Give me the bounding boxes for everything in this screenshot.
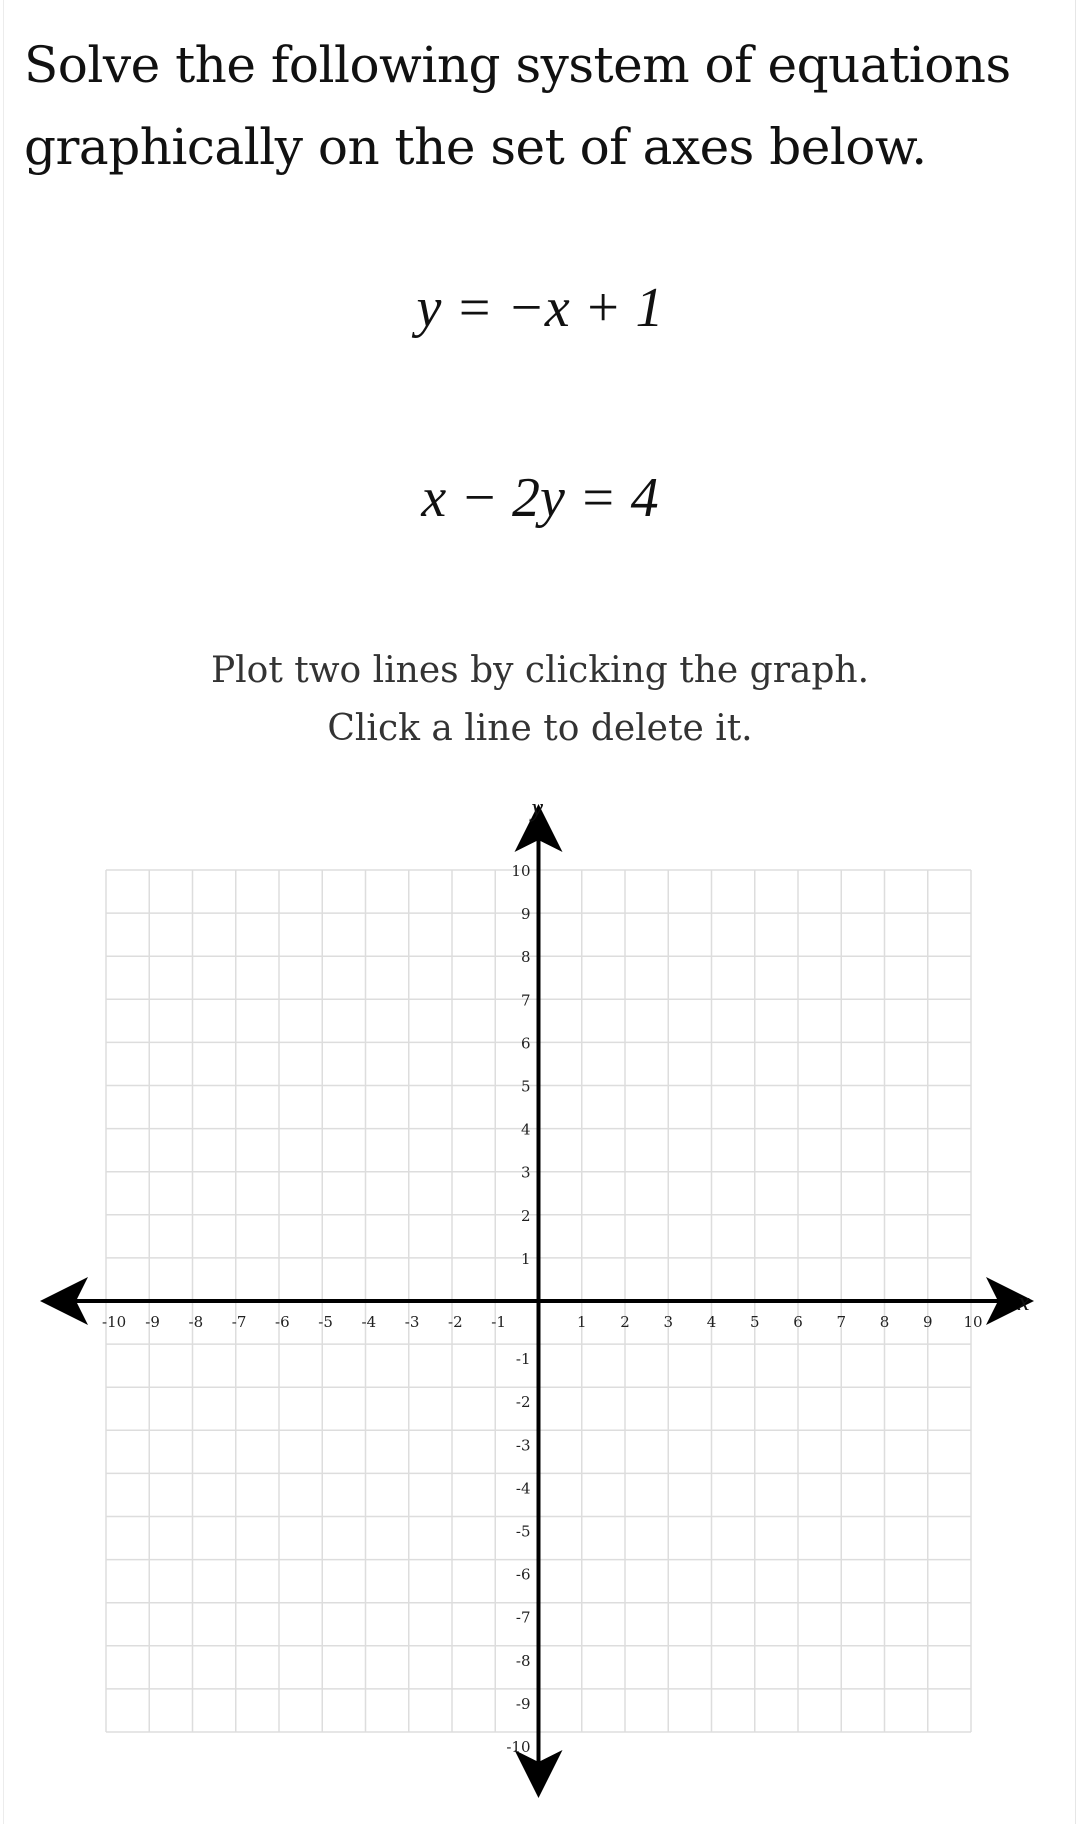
x-tick-label: -4 (361, 1313, 377, 1331)
equation-1-text: y = −x + 1 (416, 277, 664, 339)
x-tick-label: -8 (188, 1313, 204, 1331)
x-tick-label: 10 (963, 1313, 983, 1331)
x-tick-label: -2 (448, 1313, 463, 1331)
tick-labels (102, 862, 983, 1756)
x-tick-label: 7 (836, 1313, 847, 1331)
title-line-1: Solve the following system of equations (24, 36, 1011, 94)
x-tick-label: -1 (491, 1313, 506, 1331)
y-tick-label: -1 (515, 1350, 531, 1369)
y-tick-label: -5 (515, 1522, 531, 1541)
x-tick-label: 6 (793, 1313, 803, 1331)
y-tick-label: 2 (520, 1206, 531, 1225)
title-line-2: graphically on the set of axes below. (24, 118, 927, 176)
y-tick-label: 5 (520, 1077, 531, 1096)
y-tick-label: 6 (520, 1034, 531, 1053)
y-tick-label: -7 (515, 1608, 531, 1627)
x-tick-label: 4 (706, 1313, 717, 1331)
y-tick-label: 7 (520, 991, 531, 1010)
y-axis-label: y (531, 793, 544, 822)
y-tick-label: -3 (515, 1436, 531, 1455)
x-tick-label: 5 (749, 1313, 760, 1331)
x-tick-label: 1 (576, 1313, 587, 1331)
x-tick-label: -10 (102, 1313, 127, 1331)
x-tick-label: -6 (275, 1313, 290, 1331)
x-tick-label: -9 (145, 1313, 160, 1331)
y-tick-label: 8 (520, 948, 531, 967)
y-tick-label: -2 (515, 1393, 531, 1412)
x-tick-label: -7 (231, 1313, 247, 1331)
x-axis-label: x (1018, 1287, 1030, 1316)
instruction-delete: Click a line to delete it. (327, 708, 753, 749)
y-tick-label: -6 (515, 1565, 531, 1584)
y-tick-label: -4 (515, 1479, 531, 1498)
equation-2-text: x − 2y = 4 (421, 467, 659, 529)
y-tick-label: 9 (520, 905, 531, 924)
instruction-plot: Plot two lines by clicking the graph. (210, 650, 870, 691)
y-tick-label: 3 (520, 1163, 531, 1182)
y-tick-label: -8 (515, 1651, 531, 1670)
y-tick-label: 1 (520, 1249, 531, 1268)
x-tick-label: -3 (404, 1313, 420, 1331)
y-tick-label: 10 (511, 862, 531, 880)
x-tick-label: 8 (879, 1313, 890, 1331)
axes (64, 828, 1010, 1774)
x-tick-label: -5 (318, 1313, 333, 1331)
x-tick-label: 3 (663, 1313, 674, 1331)
x-tick-label: 2 (620, 1313, 630, 1331)
y-tick-label: 4 (520, 1120, 531, 1139)
y-tick-label: -10 (506, 1738, 531, 1756)
x-tick-label: 9 (922, 1313, 933, 1331)
y-tick-label: -9 (515, 1694, 531, 1713)
